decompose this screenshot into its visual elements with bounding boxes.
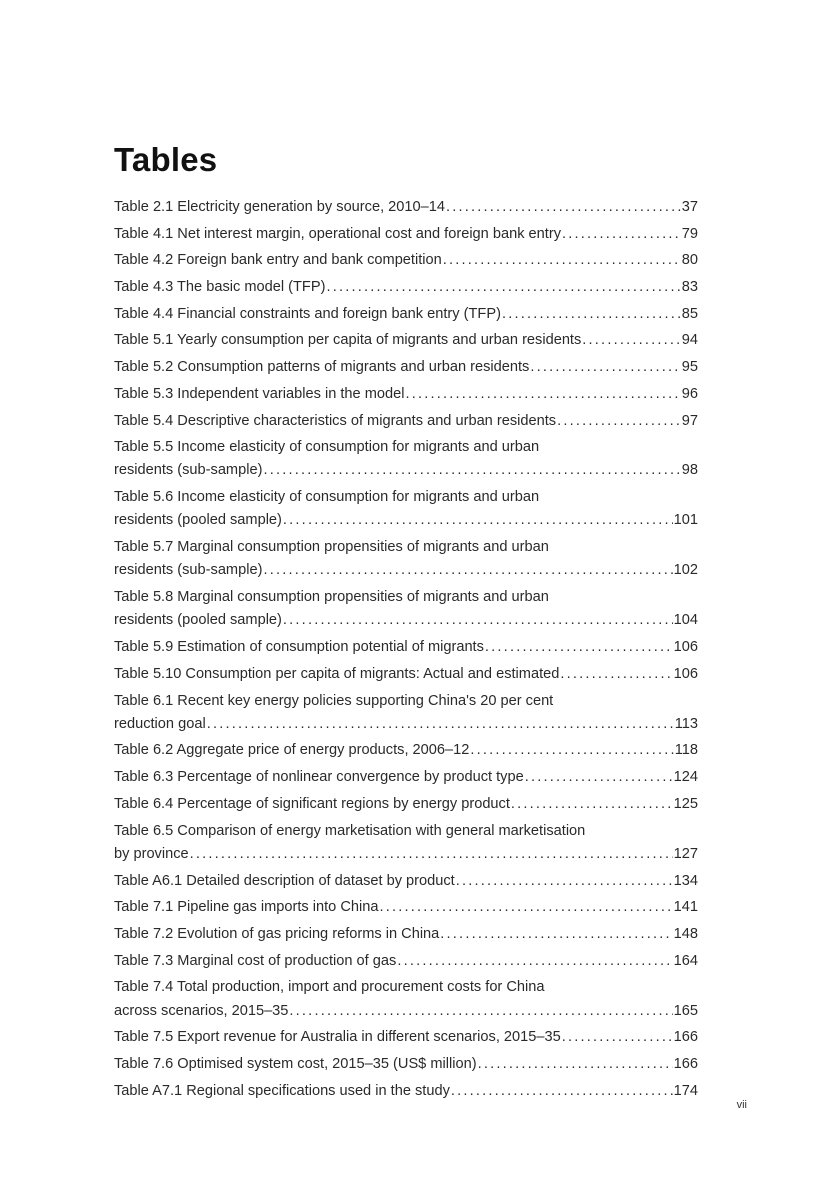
toc-entry-title: Table 4.2 Foreign bank entry and bank competition [114, 252, 442, 269]
toc-entry-row [114, 870, 698, 893]
toc-entry-page-number: 166 [673, 1029, 698, 1046]
toc-entry-title-line: Table 5.7 Marginal consumption propensities of migrants and urban [114, 539, 549, 556]
toc-entry[interactable] [114, 976, 698, 1023]
toc-entry-title-line: Table 7.4 Total production, import and procurement costs for China [114, 979, 545, 996]
dot-leader [562, 223, 681, 246]
dot-leader [470, 739, 673, 762]
toc-entry-title: Table 4.4 Financial constraints and foreign bank entry (TFP) [114, 305, 501, 322]
toc-entry[interactable] [114, 739, 698, 762]
dot-leader [525, 766, 673, 789]
toc-entry-title: reduction goal [114, 715, 206, 732]
dot-leader [405, 383, 680, 406]
toc-entry-page-number: 94 [681, 332, 698, 349]
dot-leader [557, 410, 681, 433]
toc-entry[interactable] [114, 950, 698, 973]
toc-entry-title: Table 4.1 Net interest margin, operational cost and foreign bank entry [114, 225, 561, 242]
toc-entry-row [114, 276, 698, 299]
toc-entry[interactable] [114, 383, 698, 406]
toc-entry[interactable] [114, 223, 698, 246]
toc-entry-page-number: 97 [681, 412, 698, 429]
toc-entry-row [114, 923, 698, 946]
toc-entry[interactable] [114, 1080, 698, 1103]
dot-leader [456, 870, 673, 893]
dot-leader [446, 196, 681, 219]
toc-entry-row [114, 950, 698, 973]
toc-entry-title: residents (pooled sample) [114, 612, 282, 629]
toc-entry[interactable] [114, 793, 698, 816]
toc-entry-page-number: 124 [673, 769, 698, 786]
toc-entry-page-number: 166 [673, 1055, 698, 1072]
dot-leader [190, 843, 673, 866]
toc-entry[interactable] [114, 896, 698, 919]
toc-entry-page-number: 101 [673, 512, 698, 529]
toc-entry-page-number: 95 [681, 359, 698, 376]
toc-entry-title-line: Table 5.6 Income elasticity of consumption for migrants and urban [114, 489, 540, 506]
toc-entry-row [114, 356, 698, 379]
toc-entry-page-number: 174 [673, 1082, 698, 1099]
toc-entry[interactable] [114, 870, 698, 893]
toc-entry-title: Table 7.5 Export revenue for Australia in different scenarios, 2015–35 [114, 1029, 561, 1046]
toc-entry-title: across scenarios, 2015–35 [114, 1002, 289, 1019]
dot-leader [397, 950, 672, 973]
toc-entry-row [114, 223, 698, 246]
toc-entry-row [114, 793, 698, 816]
toc-entry-row [114, 739, 698, 762]
toc-entry-title: Table A6.1 Detailed description of dataset by product [114, 872, 455, 889]
toc-entry[interactable] [114, 536, 698, 583]
toc-entry[interactable] [114, 663, 698, 686]
toc-entry-title: Table 4.3 The basic model (TFP) [114, 279, 326, 296]
toc-entry-page-number: 80 [681, 252, 698, 269]
dot-leader [530, 356, 680, 379]
toc-entry-row [114, 1080, 698, 1103]
toc-entry-row [114, 663, 698, 686]
toc-entry-page-number: 148 [673, 925, 698, 942]
dot-leader [289, 1000, 672, 1023]
toc-entry-title: Table 2.1 Electricity generation by source, 2010–14 [114, 199, 445, 215]
toc-entry-title: Table A7.1 Regional specifications used in the study [114, 1082, 450, 1099]
toc-entry[interactable] [114, 276, 698, 299]
toc-entry-page-number: 106 [673, 639, 698, 656]
toc-entry[interactable] [114, 820, 698, 867]
toc-entry-page-number: 106 [673, 665, 698, 682]
toc-entry-page-number: 85 [681, 305, 698, 322]
tables-list [114, 196, 698, 1106]
toc-entry[interactable] [114, 923, 698, 946]
dot-leader [326, 276, 680, 299]
dot-leader [560, 663, 672, 686]
toc-entry[interactable] [114, 410, 698, 433]
dot-leader [485, 636, 673, 659]
toc-entry-title: Table 5.1 Yearly consumption per capita of migrants and urban residents [114, 332, 582, 349]
toc-entry[interactable] [114, 1026, 698, 1049]
toc-entry[interactable] [114, 636, 698, 659]
dot-leader [511, 793, 673, 816]
page-title: Tables [114, 141, 218, 178]
dot-leader [443, 249, 681, 272]
toc-entry-title: Table 5.3 Independent variables in the model [114, 385, 405, 402]
dot-leader [263, 559, 672, 582]
toc-entry-title: Table 5.9 Estimation of consumption potential of migrants [114, 639, 484, 656]
toc-entry-row [114, 410, 698, 433]
toc-entry-page-number: 96 [681, 385, 698, 402]
toc-entry-page-number: 134 [673, 872, 698, 889]
toc-entry-page-number: 127 [673, 845, 698, 862]
toc-entry[interactable] [114, 196, 698, 219]
toc-entry-title: Table 7.1 Pipeline gas imports into China [114, 899, 379, 916]
toc-entry[interactable] [114, 1053, 698, 1076]
toc-entry-page-number: 79 [681, 225, 698, 242]
toc-entry[interactable] [114, 690, 698, 737]
toc-entry-row [114, 559, 698, 582]
dot-leader [283, 509, 673, 532]
toc-entry-title: Table 6.3 Percentage of nonlinear convergence by product type [114, 769, 524, 786]
toc-entry[interactable] [114, 486, 698, 533]
toc-entry[interactable] [114, 329, 698, 352]
toc-entry-row [114, 843, 698, 866]
toc-entry-title: Table 5.10 Consumption per capita of migrants: Actual and estimated [114, 665, 560, 682]
toc-entry-row [114, 459, 698, 482]
toc-entry-row [114, 896, 698, 919]
toc-entry-title: residents (pooled sample) [114, 512, 282, 529]
dot-leader [451, 1080, 673, 1103]
toc-entry-page-number: 102 [673, 562, 698, 579]
page-number: vii [736, 1099, 747, 1111]
dot-leader [582, 329, 680, 352]
toc-entry-page-number: 141 [673, 899, 698, 916]
toc-entry-title: residents (sub-sample) [114, 462, 263, 479]
toc-entry-page-number: 104 [673, 612, 698, 629]
toc-entry-row [114, 249, 698, 272]
dot-leader [283, 609, 673, 632]
toc-entry-page-number: 98 [681, 462, 698, 479]
toc-entry-title: Table 7.2 Evolution of gas pricing reforms in China [114, 925, 440, 942]
toc-entry-row [114, 609, 698, 632]
toc-entry-row [114, 196, 698, 219]
toc-entry-title-line: Table 6.1 Recent key energy policies supporting China's 20 per cent [114, 692, 554, 709]
toc-entry-row [114, 713, 698, 736]
toc-entry-title-line: Table 5.5 Income elasticity of consumption for migrants and urban [114, 439, 540, 456]
toc-entry-row [114, 509, 698, 532]
toc-entry[interactable] [114, 766, 698, 789]
toc-entry-title-line: Table 5.8 Marginal consumption propensities of migrants and urban [114, 589, 549, 606]
toc-entry[interactable] [114, 249, 698, 272]
dot-leader [440, 923, 672, 946]
toc-entry-title: Table 5.4 Descriptive characteristics of migrants and urban residents [114, 412, 557, 429]
toc-entry-page-number: 37 [681, 199, 698, 215]
dot-leader [502, 303, 681, 326]
toc-entry-title: Table 6.4 Percentage of significant regions by energy product [114, 795, 510, 812]
toc-entry-title: Table 7.6 Optimised system cost, 2015–35 (US$ million) [114, 1055, 477, 1072]
toc-entry-row [114, 766, 698, 789]
dot-leader [207, 713, 674, 736]
toc-entry-title: Table 5.2 Consumption patterns of migrants and urban residents [114, 359, 530, 376]
toc-entry-page-number: 164 [673, 952, 698, 969]
toc-entry-row [114, 303, 698, 326]
dot-leader [562, 1026, 673, 1049]
toc-entry-row [114, 1026, 698, 1049]
toc-entry-page-number: 83 [681, 279, 698, 296]
toc-entry-row [114, 636, 698, 659]
toc-entry-page-number: 113 [674, 715, 698, 732]
toc-entry-title: Table 7.3 Marginal cost of production of gas [114, 952, 397, 969]
dot-leader [263, 459, 680, 482]
toc-entry-row [114, 329, 698, 352]
toc-entry-page-number: 125 [673, 795, 698, 812]
toc-entry-title-line: Table 6.5 Comparison of energy marketisation with general marketisation [114, 822, 586, 839]
toc-entry[interactable] [114, 356, 698, 379]
toc-entry-page-number: 165 [673, 1002, 698, 1019]
toc-entry-row [114, 383, 698, 406]
toc-entry[interactable] [114, 303, 698, 326]
dot-leader [379, 896, 672, 919]
toc-entry[interactable] [114, 436, 698, 483]
toc-entry-page-number: 118 [674, 742, 698, 759]
toc-entry[interactable] [114, 586, 698, 633]
toc-entry-title: by province [114, 845, 189, 862]
toc-entry-title: residents (sub-sample) [114, 562, 263, 579]
toc-entry-title: Table 6.2 Aggregate price of energy products, 2006–12 [114, 742, 470, 759]
toc-entry-row [114, 1053, 698, 1076]
toc-entry-row [114, 1000, 698, 1023]
dot-leader [478, 1053, 673, 1076]
